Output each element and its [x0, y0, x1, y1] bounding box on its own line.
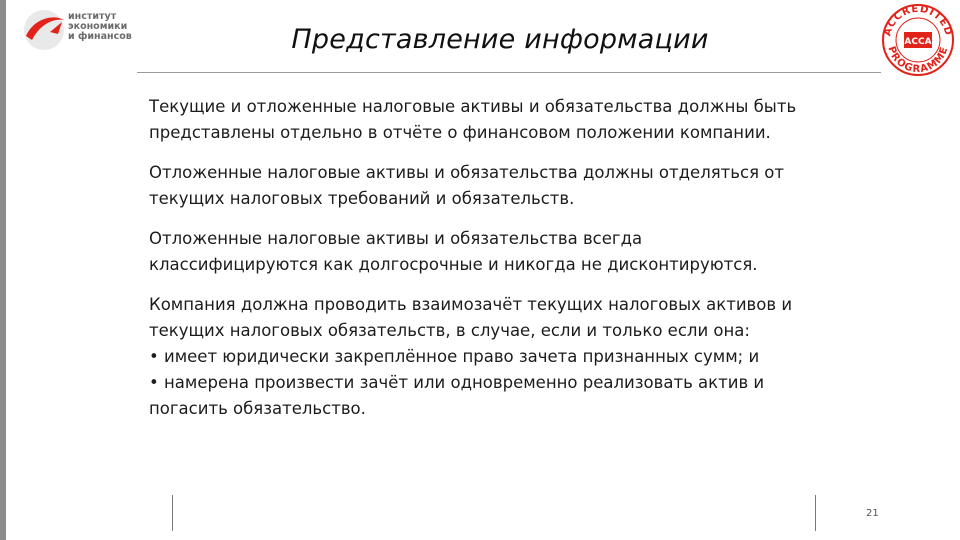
svg-text:PROGRAMME: PROGRAMME	[885, 45, 951, 76]
page-number: 21	[866, 508, 879, 519]
title-underline	[137, 72, 881, 73]
footer-divider-right	[815, 495, 816, 531]
text-line: представлены отдельно в отчёте о финансовом положении компании.	[149, 123, 771, 142]
logo-line-3: и финансов	[68, 31, 132, 42]
bullet-line: • имеет юридически закреплённое право зачета признанных сумм; и	[149, 347, 760, 366]
text-line: погасить обязательство.	[149, 399, 366, 418]
logo-line-2: экономики	[68, 21, 128, 32]
paragraph-3	[149, 226, 849, 278]
text-line: текущих налоговых обязательств, в случае, если и только если она:	[149, 321, 750, 340]
text-line: текущих налоговых требований и обязательств.	[149, 189, 575, 208]
text-line: Компания должна проводить взаимозачёт текущих налоговых активов и	[149, 295, 793, 314]
slide-content	[149, 94, 849, 436]
svg-text:ACCA: ACCA	[904, 37, 932, 47]
text-line: Отложенные налоговые активы и обязательства должны отделяться от	[149, 163, 784, 182]
text-line: классифицируются как долгосрочные и никогда не дисконтируются.	[149, 255, 758, 274]
paragraph-1	[149, 94, 849, 146]
paragraph-4	[149, 292, 849, 422]
logo-text	[68, 12, 138, 42]
text-line: Отложенные налоговые активы и обязательства всегда	[149, 229, 643, 248]
text-line: Текущие и отложенные налоговые активы и обязательства должны быть	[149, 97, 797, 116]
footer-divider-left	[172, 495, 173, 531]
logo-swoosh-icon	[20, 6, 68, 54]
bullet-line: • намерена произвести зачёт или одновременно реализовать актив и	[149, 373, 765, 392]
left-edge-rule	[0, 0, 6, 540]
svg-text:ACCREDITED: ACCREDITED	[882, 3, 954, 38]
logo-line-1: институт	[68, 11, 117, 22]
page-title: Представление информации	[291, 24, 709, 55]
paragraph-2	[149, 160, 849, 212]
acca-accredited-seal-icon	[880, 2, 956, 78]
